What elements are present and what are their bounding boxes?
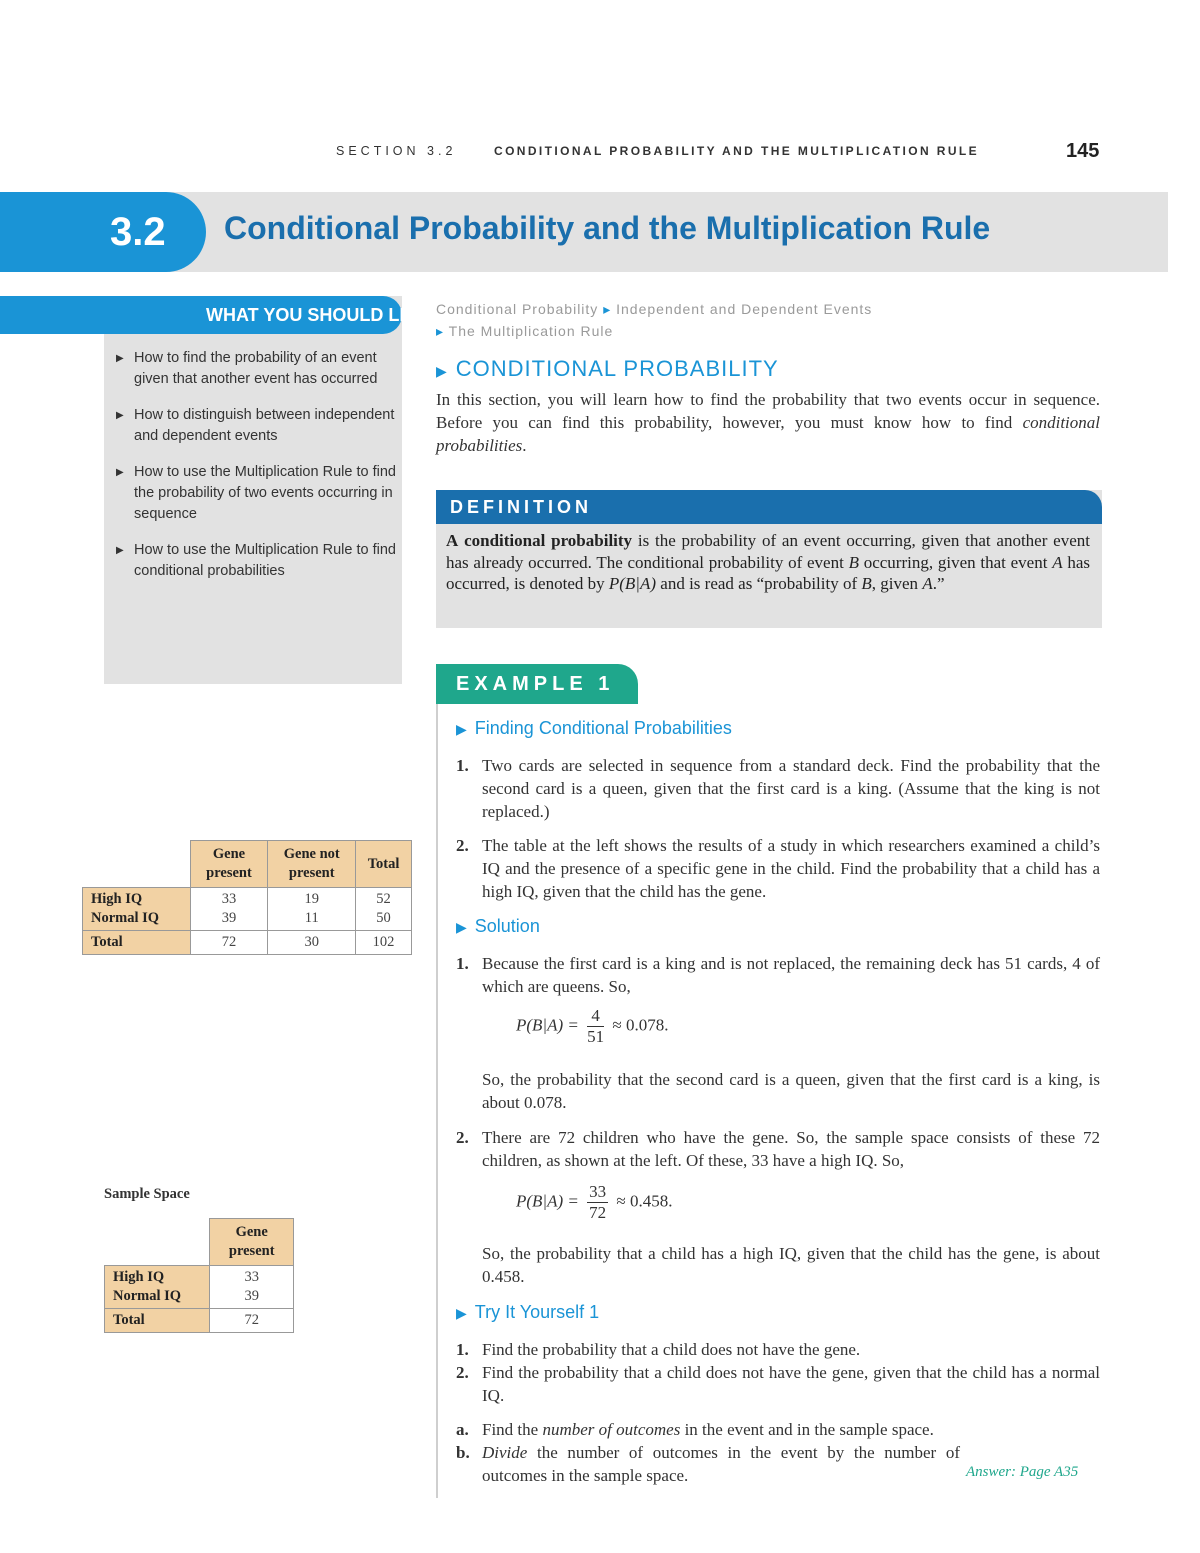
solution-heading: ▶ Solution	[456, 916, 540, 936]
row-label: High IQ Normal IQ	[83, 888, 191, 931]
try-it-item: 2. Find the probability that a child does not have the gene, given that the child has a normal IQ.	[456, 1363, 1100, 1405]
bullet-triangle-icon: ▶	[116, 353, 124, 364]
definition-heading: DEFINITION	[436, 490, 1102, 524]
subheading-triangle-icon: ▶	[456, 721, 467, 737]
table-row	[105, 1266, 294, 1309]
section-heading: ▶ CONDITIONAL PROBABILITY	[436, 356, 779, 381]
section-banner	[0, 192, 1168, 272]
formula: P(B|A) = $\frac{4}{51}$ ≈ 0.078.	[516, 1006, 669, 1046]
row-label: Total	[83, 931, 191, 955]
row-label: Total	[105, 1309, 210, 1333]
sample-space-table	[104, 1218, 294, 1333]
formula: P(B|A) = $\frac{33}{72}$ ≈ 0.458.	[516, 1182, 673, 1222]
learning-objective	[116, 348, 396, 390]
learning-objective	[116, 462, 396, 525]
table-header: Gene present	[190, 841, 268, 888]
example-subheading: ▶ Finding Conditional Probabilities	[456, 718, 732, 738]
running-head-section: SECTION 3.2	[336, 144, 457, 158]
page-number: 145	[1066, 140, 1100, 162]
definition-box	[436, 490, 1102, 628]
table-cell: 33 39	[210, 1266, 294, 1309]
table-total-row	[83, 931, 412, 955]
breadcrumb-separator-icon: ▸	[436, 323, 445, 339]
breadcrumb-item: The Multiplication Rule	[448, 323, 614, 339]
solution-conclusion: So, the probability that the second card is a queen, given that the first card is a king, is about 0.078.	[482, 1070, 1100, 1112]
table-row	[83, 888, 412, 931]
table-cell: 52 50	[356, 888, 412, 931]
try-it-item: 1. Find the probability that a child does not have the gene.	[456, 1340, 861, 1359]
definition-text: A conditional probability is the probability of an event occurring, given that another event has already occurred. The conditional probability of event B occurring, given that event A has occurred, is denoted by P(B|A) and is read as “probability of B, given A.”	[446, 531, 1090, 593]
bullet-triangle-icon: ▶	[116, 545, 124, 556]
table-cell: 102	[356, 931, 412, 955]
example-problem: 2. The table at the left shows the results of a study in which researchers examined a child’s IQ and the presence of a specific gene in the child. Find the probability that a child has a high IQ, given that the child has the gene.	[456, 836, 1100, 901]
example-tab: EXAMPLE 1	[436, 664, 638, 704]
learning-objective-text: How to use the Multiplication Rule to find the probability of two events occurring in sequence	[134, 464, 396, 522]
bullet-triangle-icon: ▶	[116, 467, 124, 478]
try-it-heading: ▶ Try It Yourself 1	[456, 1302, 600, 1322]
example-divider	[436, 704, 438, 1498]
learning-objectives-heading: WHAT YOU SHOULD LEARN	[0, 296, 402, 334]
learning-objective	[116, 405, 396, 447]
learning-objective-text: How to use the Multiplication Rule to find conditional probabilities	[134, 542, 396, 579]
intro-paragraph: In this section, you will learn how to find the probability that two events occur in sequence. Before you can find this probability, however, you must know how to find conditional probabilities.	[436, 390, 1101, 455]
row-label: High IQ Normal IQ	[105, 1266, 210, 1309]
breadcrumb	[436, 298, 1116, 342]
sample-space-label: Sample Space	[104, 1186, 190, 1202]
fraction: $\frac{33}{72}$	[589, 1182, 607, 1222]
table-header: Total	[356, 841, 412, 888]
learning-objective	[116, 540, 396, 582]
learning-objectives-box	[104, 296, 451, 684]
running-head	[0, 140, 1200, 164]
section-number: 3.2	[0, 192, 206, 272]
table-total-row	[105, 1309, 294, 1333]
table-cell: 72	[190, 931, 268, 955]
subheading-triangle-icon: ▶	[456, 919, 467, 935]
solution-step: 2. There are 72 children who have the gene. So, the sample space consists of these 72 children, as shown at the left. Of these, 33 have a high IQ. So,	[456, 1128, 1100, 1170]
section-title: Conditional Probability and the Multiplication Rule	[224, 210, 991, 246]
table-header: Gene present	[210, 1219, 294, 1266]
learning-objective-text: How to find the probability of an event given that another event has occurred	[134, 350, 378, 387]
bullet-triangle-icon: ▶	[116, 410, 124, 421]
breadcrumb-separator-icon: ▸	[603, 301, 612, 317]
table-cell: 30	[268, 931, 356, 955]
table-cell: 33 39	[190, 888, 268, 931]
example-problem: 1. Two cards are selected in sequence from a standard deck. Find the probability that the second card is a queen, given that the first card is a king. (Assume that the king is not replaced.)	[456, 756, 1100, 821]
try-it-hint: a. Find the number of outcomes in the event and in the sample space.	[456, 1420, 934, 1439]
breadcrumb-item: Conditional Probability	[436, 301, 599, 317]
running-head-title: CONDITIONAL PROBABILITY AND THE MULTIPLICATION RULE	[494, 144, 980, 158]
learning-objectives-list	[116, 348, 396, 597]
table-cell: 19 11	[268, 888, 356, 931]
learning-objective-text: How to distinguish between independent and dependent events	[134, 407, 395, 444]
solution-conclusion: So, the probability that a child has a high IQ, given that the child has the gene, is about 0.458.	[482, 1244, 1100, 1286]
table-cell: 72	[210, 1309, 294, 1333]
gene-iq-table	[82, 840, 412, 955]
heading-triangle-icon: ▶	[436, 363, 448, 379]
subheading-triangle-icon: ▶	[456, 1305, 467, 1321]
table-header: Gene not present	[268, 841, 356, 888]
try-it-hint: b. Divide the number of outcomes in the event by the number of outcomes in the sample space.	[456, 1443, 960, 1485]
fraction: $\frac{4}{51}$	[587, 1006, 605, 1046]
breadcrumb-item: Independent and Dependent Events	[616, 301, 873, 317]
answer-reference[interactable]: Answer: Page A35	[966, 1464, 1079, 1480]
solution-step: 1. Because the first card is a king and is not replaced, the remaining deck has 51 cards, 4 of which are queens. So,	[456, 954, 1100, 996]
